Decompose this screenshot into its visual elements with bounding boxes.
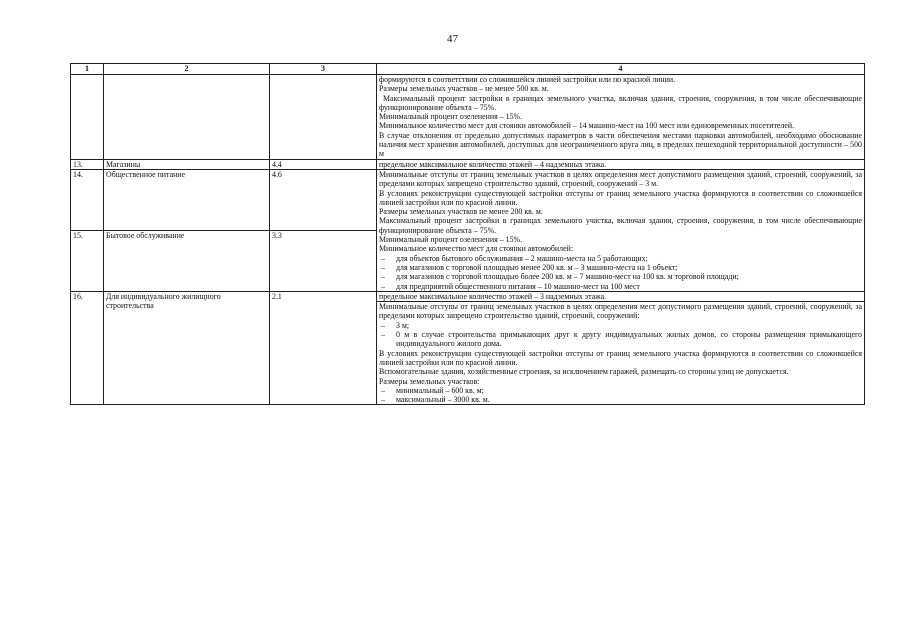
land-use-name: Общественное питание [104, 169, 270, 230]
list-item: – для объектов бытового обслуживания – 2 машино-места на 5 работающих; [379, 254, 862, 263]
text-paragraph: предельное максимальное количество этажей – 3 надземных этажа. [379, 291, 607, 301]
land-use-code: 2.1 [270, 291, 377, 405]
continuation-parameters [377, 75, 865, 160]
regulations-table [70, 63, 865, 405]
page-number: 47 [447, 33, 458, 45]
column-header-1: 1 [71, 64, 104, 75]
table-header-row [71, 64, 865, 75]
parameters-cell [377, 169, 865, 291]
list-item: – для магазинов с торговой площадью более 200 кв. м – 7 машино-мест на 100 кв. м торговой площади; [379, 272, 862, 281]
text-paragraph: Минимальный процент озеленения – 15%. [379, 112, 523, 122]
list-item: – для предприятий общественного питания – 10 машино-мест на 100 мест [379, 282, 862, 291]
list-item: – максимальный – 3000 кв. м. [379, 395, 862, 404]
text-paragraph: Максимальный процент застройки в границах земельного участка, включая здания, строения, сооружения, в том числе обеспечивающие функционирование объекта – 75%. [379, 93, 862, 112]
list-item: – 0 м в случае строительства примыкающих друг к другу индивидуальных жилых домов, со стороны размещения примыкающего индивидуального жилого дома. [379, 330, 862, 349]
column-header-3: 3 [270, 64, 377, 75]
text-paragraph: Размеры земельных участков: [379, 376, 480, 386]
row-number: 13. [71, 159, 104, 169]
table-row [71, 169, 865, 230]
text-paragraph: Размеры земельных участков не менее 200 кв. м. [379, 207, 543, 217]
text-paragraph: Минимальные отступы от границ земельных участков в целях определения мест допустимого размещения зданий, строений, сооружений, за пределами которых запрещено строительство зданий, строений, сооружений: [379, 302, 862, 321]
text-paragraph: В условиях реконструкции существующей застройки отступы от границ земельного участка формируются в соответствии со сложившейся линией застройки или по красной линии. [379, 348, 862, 367]
text-paragraph: Максимальный процент застройки в границах земельного участка, включая здания, строения, сооружения, в том числе обеспечивающие функционирование объекта – 75%. [379, 216, 862, 235]
parameters-first-line [377, 159, 865, 169]
land-use-code: 3.3 [270, 230, 377, 291]
land-use-name: Магазины [104, 159, 270, 169]
row-number: 15. [71, 230, 104, 291]
row-number: 16. [71, 291, 104, 405]
text-paragraph: Минимальные отступы от границ земельных участков в целях определения мест допустимого размещения зданий, строений, сооружений, за пределами которых запрещено строительство зданий, строений, сооружений – 3 м. [379, 169, 862, 189]
text-paragraph: В условиях реконструкции существующей застройки отступы от границ земельного участка формируются в соответствии со сложившейся линией застройки или по красной линии. [379, 188, 862, 207]
list-item: – минимальный – 600 кв. м; [379, 386, 862, 395]
row-number: 14. [71, 169, 104, 230]
land-use-code: 4.4 [270, 159, 377, 169]
text-paragraph: Минимальное количество мест для стоянки автомобилей – 14 машино-мест на 100 мест или единовременных посетителей. [379, 121, 795, 131]
table-row [71, 291, 865, 301]
text-paragraph: предельное максимальное количество этажей – 4 надземных этажа. [379, 159, 607, 169]
table-row-continuation [71, 75, 865, 160]
text-paragraph: Вспомогательные здания, хозяйственные строения, за исключением гаражей, размещать со стороны улиц не допускается. [379, 367, 789, 377]
land-use-name: Бытовое обслуживание [104, 230, 270, 291]
land-use-code: 4.6 [270, 169, 377, 230]
parameters-first-line [377, 291, 865, 301]
text-paragraph: В случае отклонения от предельно допустимых параметров в части обеспечения местами парковки автомобилей, необходимо обоснование наличия мест хранения автомобилей, доступных для неограниченного круга лиц, в пределах пешеходной территориальной доступности – 500 м [379, 130, 862, 159]
text-paragraph: Минимальный процент озеленения – 15%. [379, 235, 523, 245]
list-item: – для магазинов с торговой площадью менее 200 кв. м – 3 машино-места на 1 объект; [379, 263, 862, 272]
list-item: – 3 м; [379, 321, 862, 330]
text-paragraph: формируются в соответствии со сложившейся линией застройки или по красной линии. [379, 75, 676, 84]
land-use-name: Для индивидуального жилищного строительства [104, 291, 270, 405]
table-row [71, 159, 865, 169]
column-header-4: 4 [377, 64, 865, 75]
parameters-cell [377, 302, 865, 405]
column-header-2: 2 [104, 64, 270, 75]
text-paragraph: Минимальное количество мест для стоянки автомобилей: [379, 244, 574, 254]
text-paragraph: Размеры земельных участков – не менее 500 кв. м. [379, 84, 549, 94]
